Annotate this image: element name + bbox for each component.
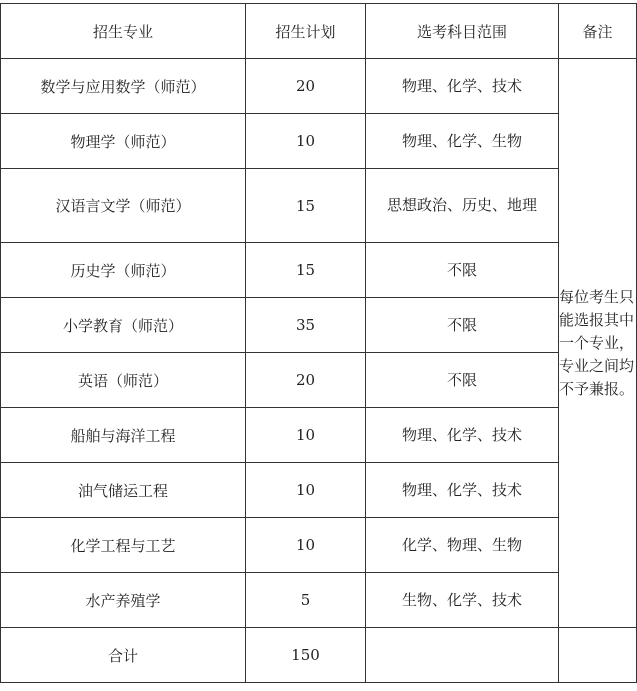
major-cell: 汉语言文学（师范） [1, 169, 246, 243]
note-cell [559, 59, 637, 628]
major-cell: 化学工程与工艺 [1, 518, 246, 573]
table-row [1, 573, 637, 628]
subjects-cell: 不限 [366, 243, 559, 298]
plan-cell: 10 [246, 408, 366, 463]
major-cell: 数学与应用数学（师范） [1, 59, 246, 114]
header-note: 备注 [559, 4, 637, 59]
major-cell: 英语（师范） [1, 353, 246, 408]
major-cell: 水产养殖学 [1, 573, 246, 628]
table-row [1, 408, 637, 463]
total-note-empty [559, 628, 637, 683]
subjects-cell: 物理、化学、技术 [366, 408, 559, 463]
major-cell: 历史学（师范） [1, 243, 246, 298]
plan-cell: 20 [246, 59, 366, 114]
plan-cell: 35 [246, 298, 366, 353]
table-row [1, 243, 637, 298]
subjects-cell: 物理、化学、生物 [366, 114, 559, 169]
plan-cell: 10 [246, 463, 366, 518]
table-row [1, 298, 637, 353]
subjects-cell: 化学、物理、生物 [366, 518, 559, 573]
subjects-cell: 不限 [366, 298, 559, 353]
note-text: 每位考生只能选报其中一个专业，专业之间均不予兼报。 [559, 287, 635, 398]
header-subjects: 选考科目范围 [366, 4, 559, 59]
header-plan: 招生计划 [246, 4, 366, 59]
header-major: 招生专业 [1, 4, 246, 59]
plan-cell: 20 [246, 353, 366, 408]
plan-cell: 10 [246, 518, 366, 573]
table-row [1, 353, 637, 408]
table-row [1, 463, 637, 518]
table-row [1, 169, 637, 243]
plan-cell: 15 [246, 243, 366, 298]
table-row [1, 518, 637, 573]
total-label: 合计 [1, 628, 246, 683]
subjects-cell: 物理、化学、技术 [366, 59, 559, 114]
plan-cell: 5 [246, 573, 366, 628]
major-cell: 小学教育（师范） [1, 298, 246, 353]
plan-cell: 10 [246, 114, 366, 169]
subjects-cell: 不限 [366, 353, 559, 408]
total-subjects-empty [366, 628, 559, 683]
subjects-cell: 思想政治、历史、地理 [366, 169, 559, 243]
major-cell: 船舶与海洋工程 [1, 408, 246, 463]
subjects-cell: 生物、化学、技术 [366, 573, 559, 628]
admissions-plan-table [0, 3, 637, 683]
major-cell: 物理学（师范） [1, 114, 246, 169]
plan-cell: 15 [246, 169, 366, 243]
subjects-cell: 物理、化学、技术 [366, 463, 559, 518]
table-row [1, 59, 637, 114]
total-row [1, 628, 637, 683]
major-cell: 油气储运工程 [1, 463, 246, 518]
total-plan: 150 [246, 628, 366, 683]
table-row [1, 114, 637, 169]
header-row [1, 4, 637, 59]
